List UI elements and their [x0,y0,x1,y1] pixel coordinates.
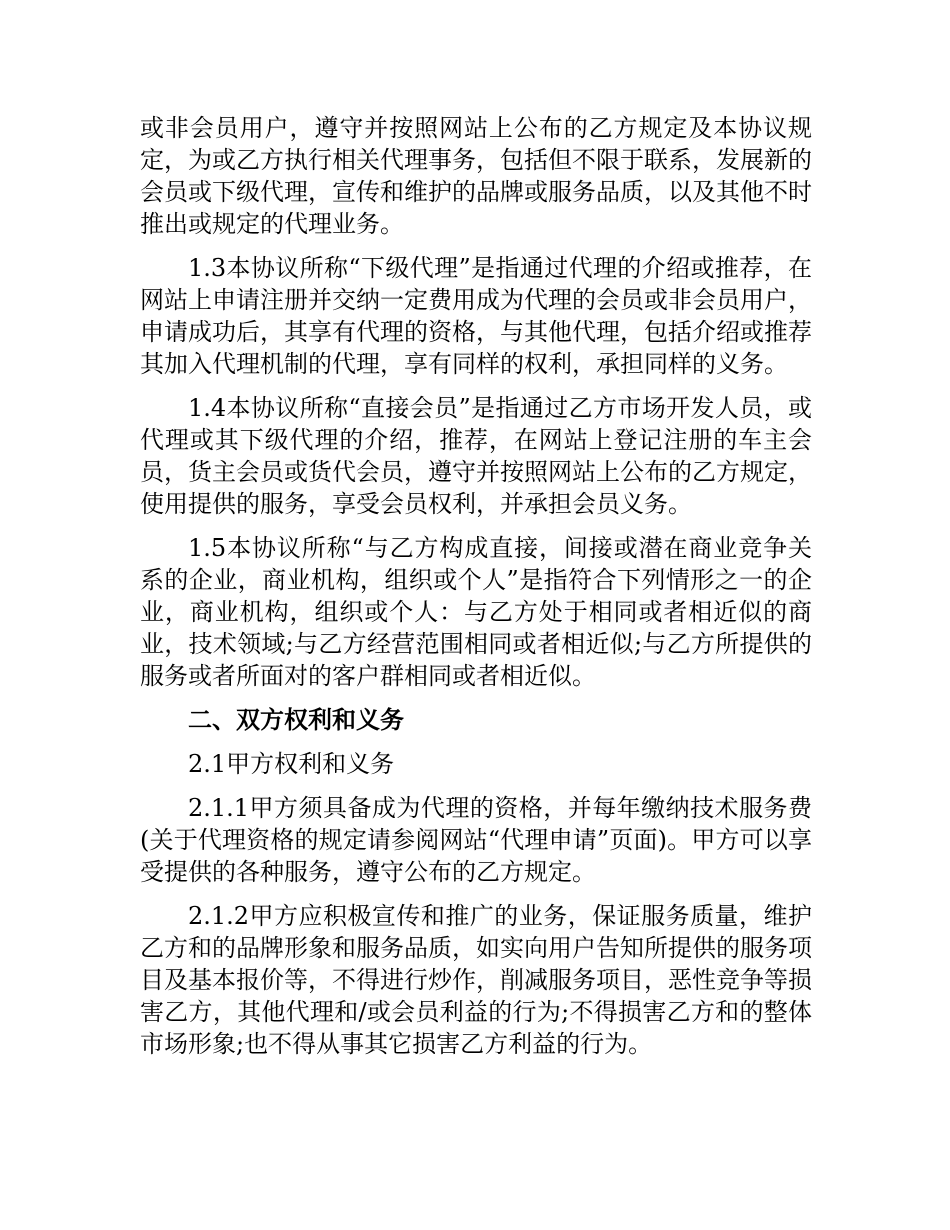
paragraph-2-1-2: 2.1.2甲方应积极宣传和推广的业务，保证服务质量，维护乙方和的品牌形象和服务品质，如实向用户告知所提供的服务项目及基本报价等，不得进行炒作，削减服务项目，恶性竞争等损害乙方，其他代理和/或会员利益的行为;不得损害乙方和的整体市场形象;也不得从事其它损害乙方利益的行为。 [140,902,812,1058]
paragraph-continued: 或非会员用户，遵守并按照网站上公布的乙方规定及本协议规定，为或乙方执行相关代理事务，包括但不限于联系，发展新的会员或下级代理，宣传和维护的品牌或服务品质，以及其他不时推出或规定的代理业务。 [140,114,812,238]
subsection-title: 2.1甲方权利和义务 [188,750,395,778]
paragraph-1-4: 1.4本协议所称“直接会员”是指通过乙方市场开发人员，或代理或其下级代理的介绍，推荐，在网站上登记注册的车主会员，货主会员或货代会员，遵守并按照网站上公布的乙方规定，使用提供的服务，享受会员权利，并承担会员义务。 [140,394,812,518]
paragraph-2-1-1: 2.1.1甲方须具备成为代理的资格，并每年缴纳技术服务费(关于代理资格的规定请参阅网站“代理申请”页面)。甲方可以享受提供的各种服务，遵守公布的乙方规定。 [140,794,812,886]
section-heading: 二、双方权利和义务 [188,705,404,734]
document-body [140,112,812,1072]
paragraph-1-5: 1.5本协议所称“与乙方构成直接，间接或潜在商业竞争关系的企业，商业机构，组织或个人”是指符合下列情形之一的企业，商业机构，组织或个人：与乙方处于相同或者相近似的商业，技术领域;与乙方经营范围相同或者相近似;与乙方所提供的服务或者所面对的客户群相同或者相近似。 [140,534,812,690]
paragraph-1-3: 1.3本协议所称“下级代理”是指通过代理的介绍或推荐，在网站上申请注册并交纳一定费用成为代理的会员或非会员用户，申请成功后，其享有代理的资格，与其他代理，包括介绍或推荐其加入代理机制的代理，享有同样的权利，承担同样的义务。 [140,254,812,378]
